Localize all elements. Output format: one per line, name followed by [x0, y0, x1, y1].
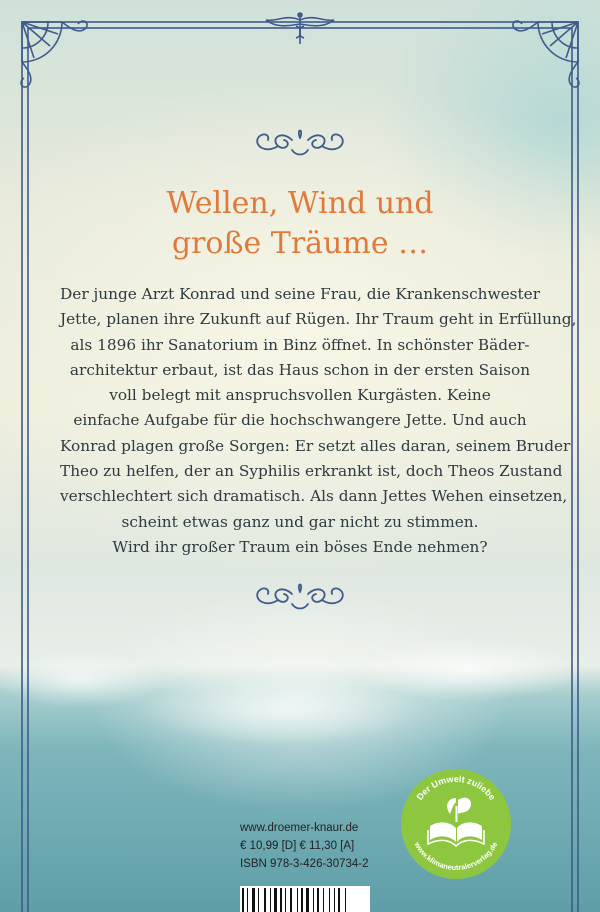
- eco-badge: [400, 768, 512, 880]
- blurb-line: voll belegt mit anspruchsvollen Kurgästen. Keine: [109, 386, 491, 405]
- blurb-line: scheint etwas ganz und gar nicht zu stimmen.: [121, 512, 479, 531]
- blurb-line: verschlechtert sich dramatisch. Als dann Jettes Wehen einsetzen,: [60, 487, 568, 506]
- barcode-icon: [240, 886, 370, 912]
- swirl-divider-bottom-icon: [257, 585, 343, 609]
- headline-line-2: große Träume …: [171, 226, 429, 261]
- corner-ornament-top-left-icon: [21, 21, 87, 87]
- isbn-number: ISBN 978-3-426-30734-2: [240, 858, 369, 870]
- swirl-divider-top-icon: [257, 131, 343, 155]
- badge-top-text: Der Umwelt zuliebe: [414, 773, 498, 802]
- blurb-line: Jette, planen ihre Zukunft auf Rügen. Ihr Traum geht in Erfüllung,: [60, 310, 577, 329]
- blurb-line: Konrad plagen große Sorgen: Er setzt alles daran, seinem Bruder: [60, 436, 571, 455]
- publisher-url: www.droemer-knaur.de: [240, 822, 359, 834]
- price-isbn-block: [228, 822, 374, 912]
- badge-circle: [401, 769, 511, 879]
- corner-ornament-top-right-icon: [513, 21, 579, 87]
- blurb-line: einfache Aufgabe für die hochschwangere Jette. Und auch: [73, 411, 527, 430]
- blurb-line: Der junge Arzt Konrad und seine Frau, die Krankenschwester: [60, 285, 541, 303]
- headline-line-1: Wellen, Wind und: [166, 186, 434, 221]
- badge-bottom-text: www.klimaneutralerverlag.de: [412, 840, 500, 873]
- blurb-line: als 1896 ihr Sanatorium in Binz öffnet. In schönster Bäder-: [70, 335, 530, 354]
- blurb-line: Wird ihr großer Traum ein böses Ende nehmen?: [112, 537, 488, 556]
- blurb-line: architektur erbaut, ist das Haus schon in der ersten Saison: [69, 360, 531, 379]
- price-line: € 10,99 [D] € 11,30 [A]: [240, 840, 355, 852]
- blurb-line: Theo zu helfen, der an Syphilis erkrankt ist, doch Theos Zustand: [60, 462, 563, 481]
- blurb-text: [60, 282, 577, 560]
